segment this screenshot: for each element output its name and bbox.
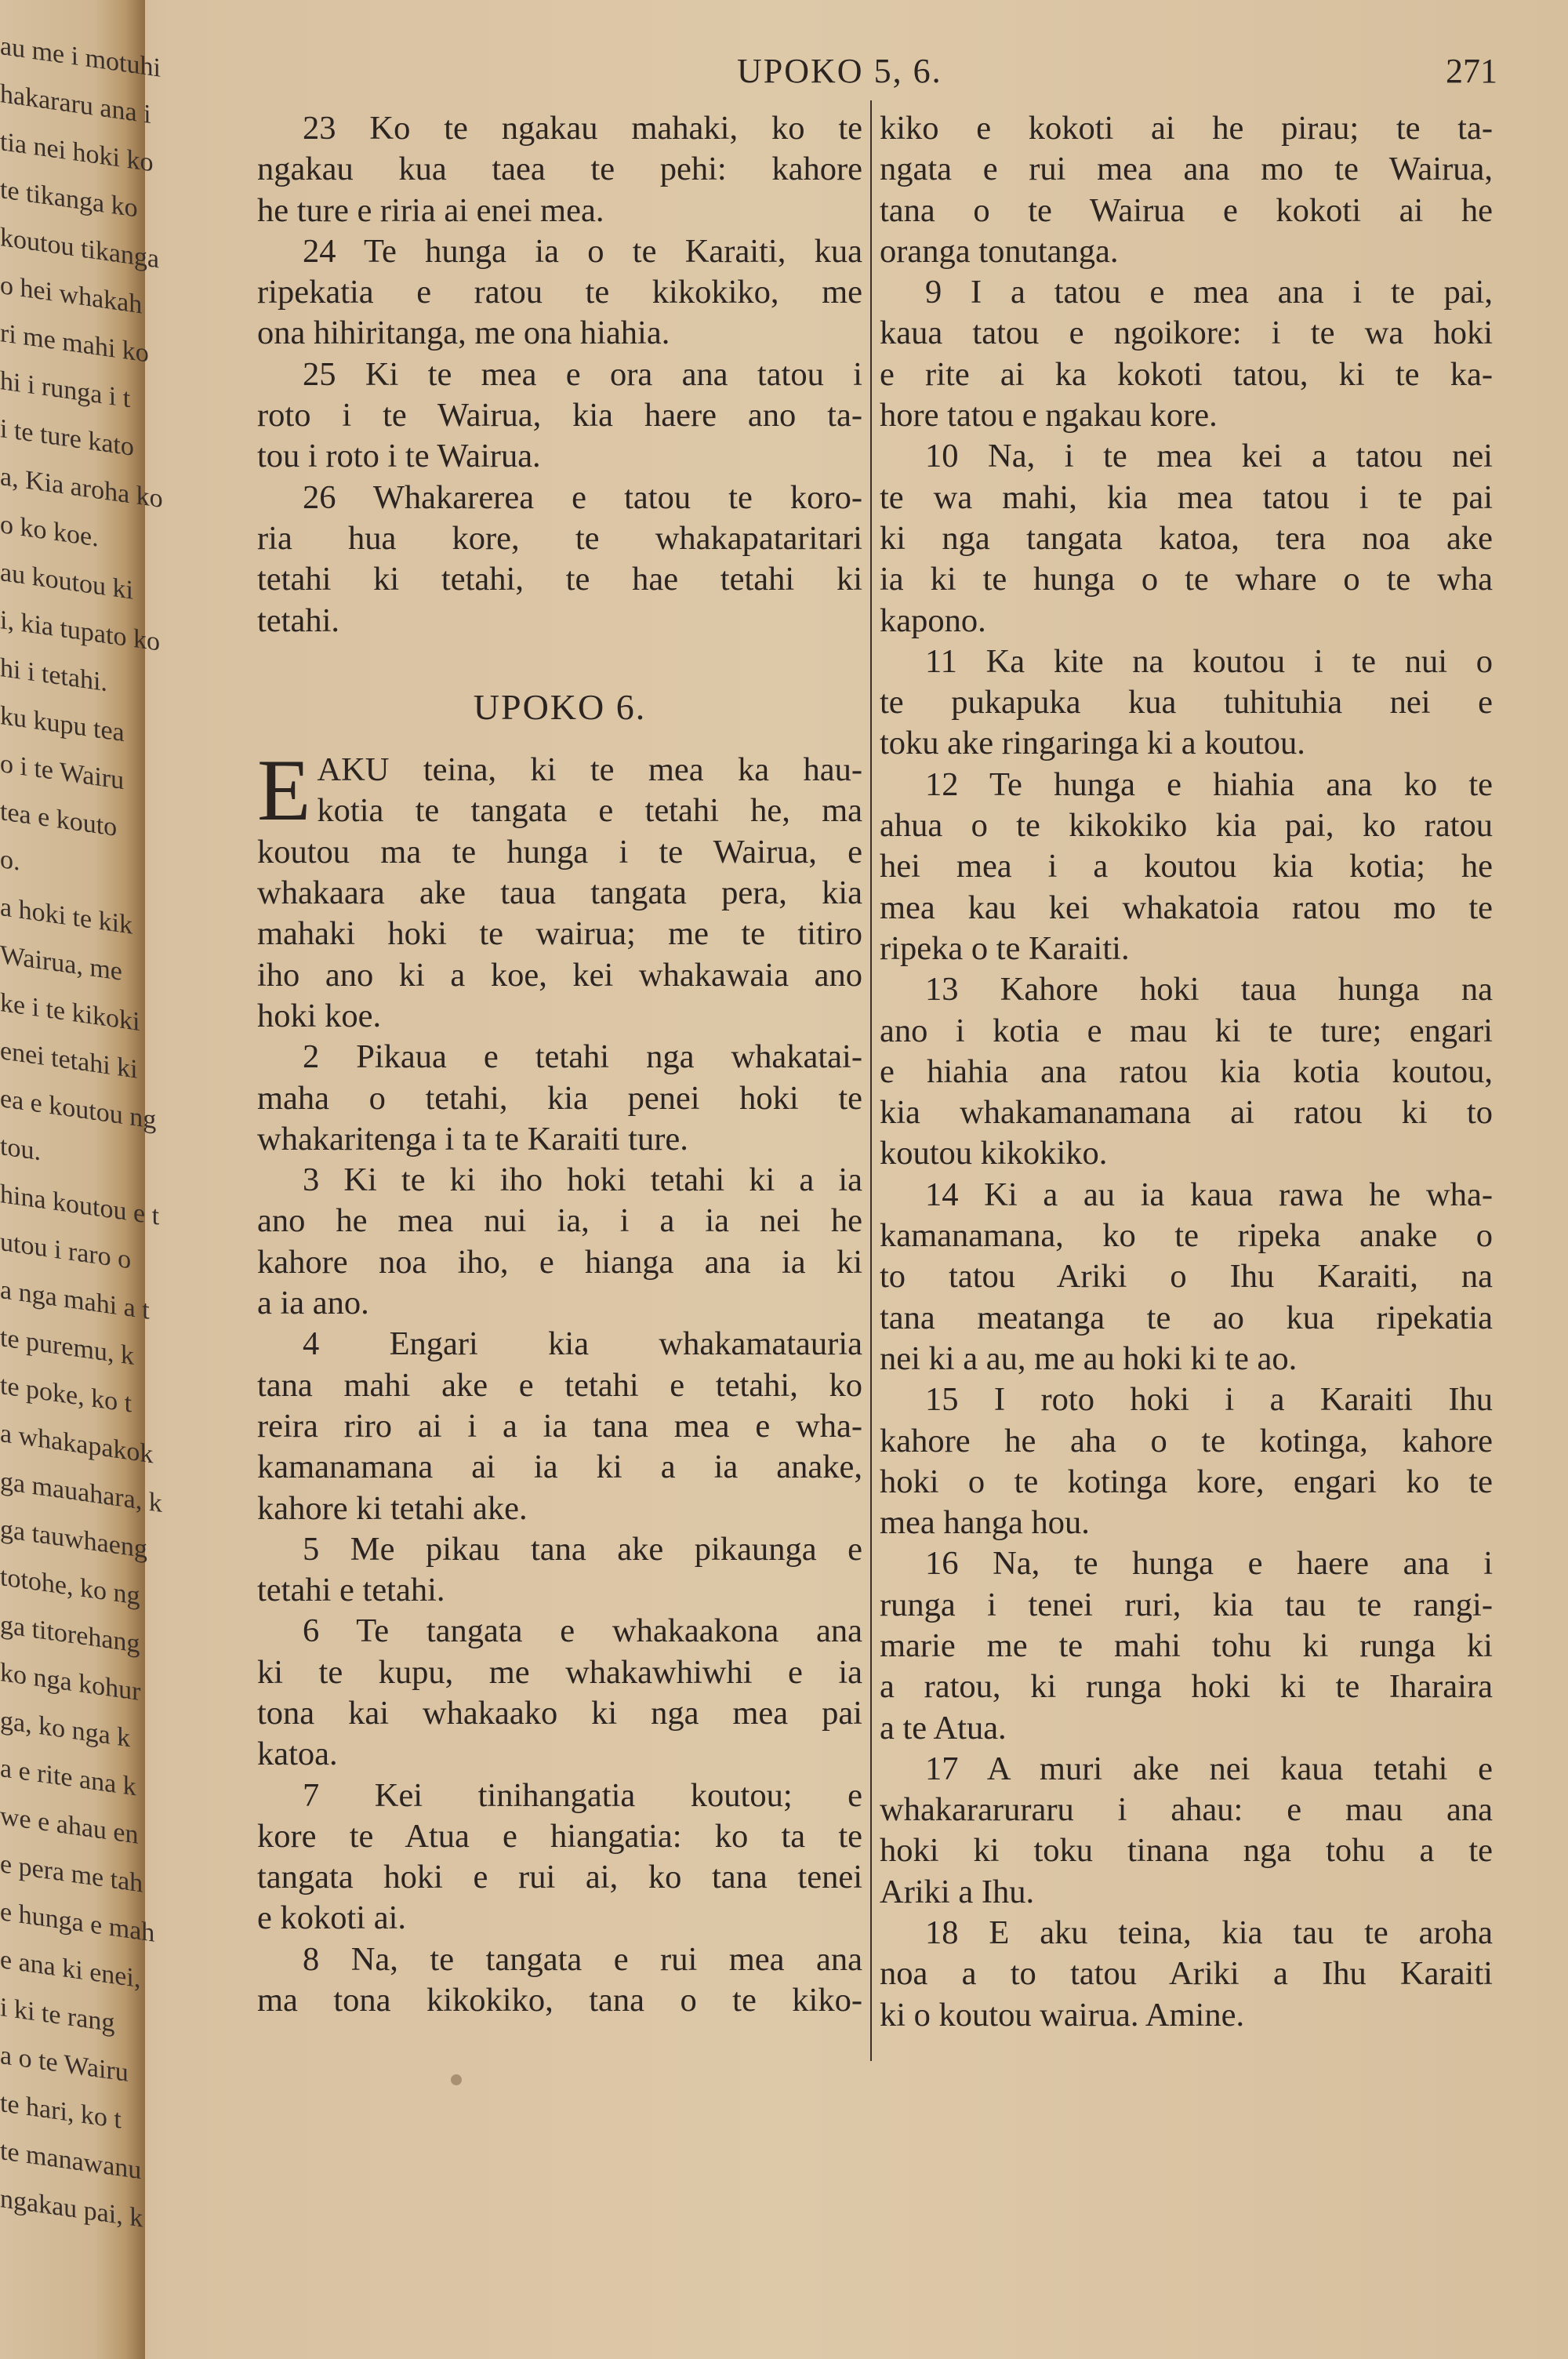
text-line: ma tona kikokiko, tana o te kiko-	[257, 1982, 862, 2019]
text-line: 12 Te hunga e hiahia ana ko te	[925, 765, 1493, 803]
facing-page-text: ke i te kikoki	[0, 988, 140, 1038]
facing-page-text: ga mauahara, k	[0, 1467, 162, 1519]
text-line: a te Atua.	[880, 1709, 1007, 1747]
facing-page-text: te manawanu	[0, 2136, 142, 2186]
text-line: to tatou Ariki o Ihu Karaiti, na	[880, 1258, 1493, 1296]
text-line: te wa mahi, kia mea tatou i te pai	[880, 478, 1493, 516]
facing-page-text: i ki te rang	[0, 1993, 115, 2038]
text-line: ia ki te hunga o te whare o te wha	[880, 561, 1493, 598]
facing-page-text: a e rite ana k	[0, 1754, 136, 1802]
facing-page-text: hi i runga i t	[0, 366, 131, 414]
facing-page-text: ko nga kohur	[0, 1658, 141, 1707]
facing-page-text: ea e koutou ng	[0, 1084, 157, 1135]
facing-page-text: i te ture kato	[0, 414, 134, 463]
facing-page-text: a whakapakok	[0, 1419, 154, 1470]
facing-page-text: tia nei hoki ko	[0, 127, 154, 178]
text-line: ki nga tangata katoa, tera noa ake	[880, 519, 1493, 557]
facing-page-text: a o te Wairu	[0, 2041, 129, 2088]
facing-page-text: i, kia tupato ko	[0, 605, 160, 657]
text-line: katoa.	[257, 1736, 338, 1773]
text-line: runga i tenei ruri, kia tau te rangi-	[880, 1586, 1493, 1623]
facing-page-text: hi i tetahi.	[0, 653, 107, 698]
text-line: kotia te tangata e tetahi he, ma	[317, 792, 862, 830]
text-line: koutou ma te hunga i te Wairua, e	[257, 833, 862, 871]
running-head: UPOKO 5, 6.	[737, 52, 942, 90]
text-line: tana meatanga te ao kua ripekatia	[880, 1299, 1493, 1336]
text-line: mea kau kei whakatoia ratou mo te	[880, 889, 1493, 926]
text-line: tangata hoki e rui ai, ko tana tenei	[257, 1859, 862, 1896]
facing-page-text: koutou tikanga	[0, 223, 160, 274]
text-line: tana mahi ake e tetahi e tetahi, ko	[257, 1366, 862, 1404]
right-column	[880, 108, 1493, 2036]
text-line: iho ano ki a koe, kei whakawaia ano	[257, 956, 862, 994]
text-line: 18 E aku teina, kia tau te aroha	[925, 1914, 1493, 1952]
text-line: tetahi e tetahi.	[257, 1572, 445, 1609]
text-line: tetahi ki tetahi, te hae tetahi ki	[257, 561, 862, 598]
text-line: 8 Na, te tangata e rui mea ana	[303, 1940, 862, 1978]
text-line: kahore he aha o te kotinga, kahore	[880, 1422, 1493, 1459]
facing-page-text: tou.	[0, 1132, 41, 1167]
page-number: 271	[1446, 52, 1497, 90]
text-line: marie me te mahi tohu ki runga ki	[880, 1627, 1493, 1664]
left-column	[257, 108, 862, 2021]
text-line: 15 I roto hoki i a Karaiti Ihu	[925, 1381, 1493, 1419]
text-line: a ia ano.	[257, 1285, 369, 1322]
column-divider	[870, 100, 872, 2061]
text-line: noa a to tatou Ariki a Ihu Karaiti	[880, 1955, 1493, 1993]
text-line: 4 Engari kia whakamatauria	[303, 1325, 862, 1363]
facing-page-text: hina koutou e t	[0, 1180, 160, 1231]
chapter-opening	[257, 742, 862, 1037]
facing-page-text: a hoki te kik	[0, 892, 133, 940]
text-line: roto i te Wairua, kia haere ano ta-	[257, 397, 862, 434]
facing-page-text: ga, ko nga k	[0, 1706, 131, 1754]
text-line: ripeka o te Karaiti.	[880, 929, 1130, 967]
text-line: 9 I a tatou e mea ana i te pai,	[925, 274, 1493, 311]
text-line: whakararuraru i ahau: e mau ana	[880, 1791, 1493, 1829]
text-line: 7 Kei tinihangatia koutou; e	[303, 1776, 862, 1814]
text-line: kia whakamanamana ai ratou ki to	[880, 1094, 1493, 1132]
text-line: ria hua kore, te whakapataritari	[257, 519, 862, 557]
text-line: 6 Te tangata e whakaakona ana	[303, 1612, 862, 1650]
facing-page-text: o hei whakah	[0, 271, 143, 320]
text-line: whakaara ake taua tangata pera, kia	[257, 874, 862, 912]
text-line: ripekatia e ratou te kikokiko, me	[257, 274, 862, 311]
text-line: nei ki a au, me au hoki ki te ao.	[880, 1339, 1298, 1377]
facing-page-text: ga titorehang	[0, 1610, 140, 1659]
verses-chapter-6	[257, 1037, 862, 2021]
text-line: ki te kupu, me whakawhiwhi e ia	[257, 1653, 862, 1691]
text-line: a ratou, ki runga hoki ki te Iharaira	[880, 1668, 1493, 1706]
text-line: e rite ai ka kokoti tatou, ki te ka-	[880, 355, 1493, 393]
facing-page-text: o ko koe.	[0, 510, 99, 553]
text-line: 3 Ki te ki iho hoki tetahi ki a ia	[303, 1161, 862, 1199]
facing-page-text: tea e kouto	[0, 797, 118, 842]
drop-cap: E	[257, 742, 311, 840]
text-line: e hiahia ana ratou kia kotia koutou,	[880, 1052, 1493, 1090]
facing-page-text: utou i raro o	[0, 1227, 132, 1275]
text-line: ahua o te kikokiko kia pai, ko ratou	[880, 807, 1493, 845]
text-line: AKU teina, ki te mea ka hau-	[317, 751, 862, 789]
facing-page-text: e hunga e mah	[0, 1897, 155, 1948]
paper-spot	[451, 2074, 462, 2085]
facing-page-text: o i te Wairu	[0, 749, 125, 796]
text-line: 10 Na, i te mea kei a tatou nei	[925, 438, 1493, 475]
text-line: 2 Pikaua e tetahi nga whakatai-	[303, 1038, 862, 1076]
facing-page-text: te poke, ko t	[0, 1371, 132, 1419]
facing-page-text: we e ahau en	[0, 1801, 139, 1850]
facing-page-text: te tikanga ko	[0, 175, 138, 224]
text-line: 26 Whakarerea e tatou te koro-	[303, 478, 862, 516]
text-line: reira riro ai i a ia tana mea e wha-	[257, 1407, 862, 1445]
verses-chapter-5	[257, 108, 862, 642]
facing-page-text: au me i motuhi	[0, 31, 161, 83]
text-line: 16 Na, te hunga e haere ana i	[925, 1545, 1493, 1583]
text-line: mea hanga hou.	[880, 1504, 1090, 1542]
facing-page-text: enei tetahi ki	[0, 1036, 138, 1085]
facing-page-text: ku kupu tea	[0, 701, 125, 748]
text-line: kore te Atua e hiangatia: ko ta te	[257, 1817, 862, 1855]
text-line: hei mea i a koutou kia kotia; he	[880, 848, 1493, 885]
facing-page-edge	[0, 0, 163, 2359]
text-line: tona kai whakaako ki nga mea pai	[257, 1694, 862, 1732]
text-line: hore tatou e ngakau kore.	[880, 397, 1218, 434]
text-line: kapono.	[880, 602, 986, 639]
text-line: maha o tetahi, kia penei hoki te	[257, 1079, 862, 1117]
text-line: kahore ki tetahi ake.	[257, 1489, 528, 1527]
facing-page-text: ga tauwhaeng	[0, 1514, 147, 1565]
page-header	[737, 51, 1497, 98]
text-line: tetahi.	[257, 602, 340, 639]
facing-page-text: o.	[0, 845, 20, 877]
facing-page-text: te puremu, k	[0, 1323, 134, 1372]
text-line: 13 Kahore hoki taua hunga na	[925, 971, 1493, 1009]
text-line: kahore noa iho, e hianga ana ia ki	[257, 1243, 862, 1281]
text-line: kiko e kokoti ai he pirau; te ta-	[880, 110, 1493, 147]
text-line: koutou kikokiko.	[880, 1135, 1108, 1172]
verses-chapter-6-cont	[880, 108, 1493, 2036]
text-line: ngata e rui mea ana mo te Wairua,	[880, 151, 1493, 188]
facing-page-text: a nga mahi a t	[0, 1275, 150, 1325]
text-line: he ture e riria ai enei mea.	[257, 191, 604, 229]
text-line: tou i roto i te Wairua.	[257, 438, 541, 475]
text-line: kaua tatou e ngoikore: i te wa hoki	[880, 314, 1493, 352]
facing-page-text: ri me mahi ko	[0, 318, 149, 369]
text-line: kamanamana ai ia ki a ia anake,	[257, 1448, 862, 1486]
facing-page-text: au koutou ki	[0, 558, 133, 605]
text-line: 5 Me pikau tana ake pikaunga e	[303, 1530, 862, 1568]
facing-page-text: e pera me tah	[0, 1849, 143, 1899]
text-line: oranga tonutanga.	[880, 232, 1119, 270]
text-line: e kokoti ai.	[257, 1899, 407, 1937]
facing-page-text: hakararu ana i	[0, 79, 151, 130]
facing-page-text: a, Kia aroha ko	[0, 462, 163, 514]
text-line: whakaritenga i ta te Karaiti ture.	[257, 1120, 688, 1158]
text-line: hoki o te kotinga kore, engari ko te	[880, 1463, 1493, 1500]
text-line: ano i kotia e mau ki te ture; engari	[880, 1012, 1493, 1049]
chapter-heading: UPOKO 6.	[473, 686, 647, 727]
text-line: mahaki hoki te wairua; me te titiro	[257, 915, 862, 953]
text-line: 11 Ka kite na koutou i te nui o	[925, 642, 1493, 680]
text-line: hoki koe.	[257, 997, 382, 1034]
facing-page-text: totohe, ko ng	[0, 1562, 140, 1612]
text-line: ngakau kua taea te pehi: kahore	[257, 151, 862, 188]
text-line: kamanamana, ko te ripeka anake o	[880, 1217, 1493, 1255]
text-line: Ariki a Ihu.	[880, 1873, 1035, 1910]
text-line: 24 Te hunga ia o te Karaiti, kua	[303, 232, 862, 270]
text-line: 14 Ki a au ia kaua rawa he wha-	[925, 1176, 1493, 1213]
facing-page-text: e ana ki enei,	[0, 1945, 141, 1994]
text-line: te pukapuka kua tuhituhia nei e	[880, 684, 1493, 722]
text-line: tana o te Wairua e kokoti ai he	[880, 191, 1493, 229]
facing-page-text: Wairua, me	[0, 940, 122, 987]
text-line: toku ake ringaringa ki a koutou.	[880, 725, 1305, 762]
text-line: 25 Ki te mea e ora ana tatou i	[303, 355, 862, 393]
text-line: 17 A muri ake nei kaua tetahi e	[925, 1750, 1493, 1787]
facing-page-text: ngakau pai, k	[0, 2184, 143, 2234]
text-line: hoki ki toku tinana nga tohu a te	[880, 1832, 1493, 1870]
text-line: ona hihiritanga, me ona hiahia.	[257, 314, 670, 352]
facing-page-text: te hari, ko t	[0, 2088, 122, 2135]
text-line: ano he mea nui ia, i a ia nei he	[257, 1202, 862, 1240]
text-line: 23 Ko te ngakau mahaki, ko te	[303, 110, 862, 147]
text-line: ki o koutou wairua. Amine.	[880, 1996, 1245, 2034]
